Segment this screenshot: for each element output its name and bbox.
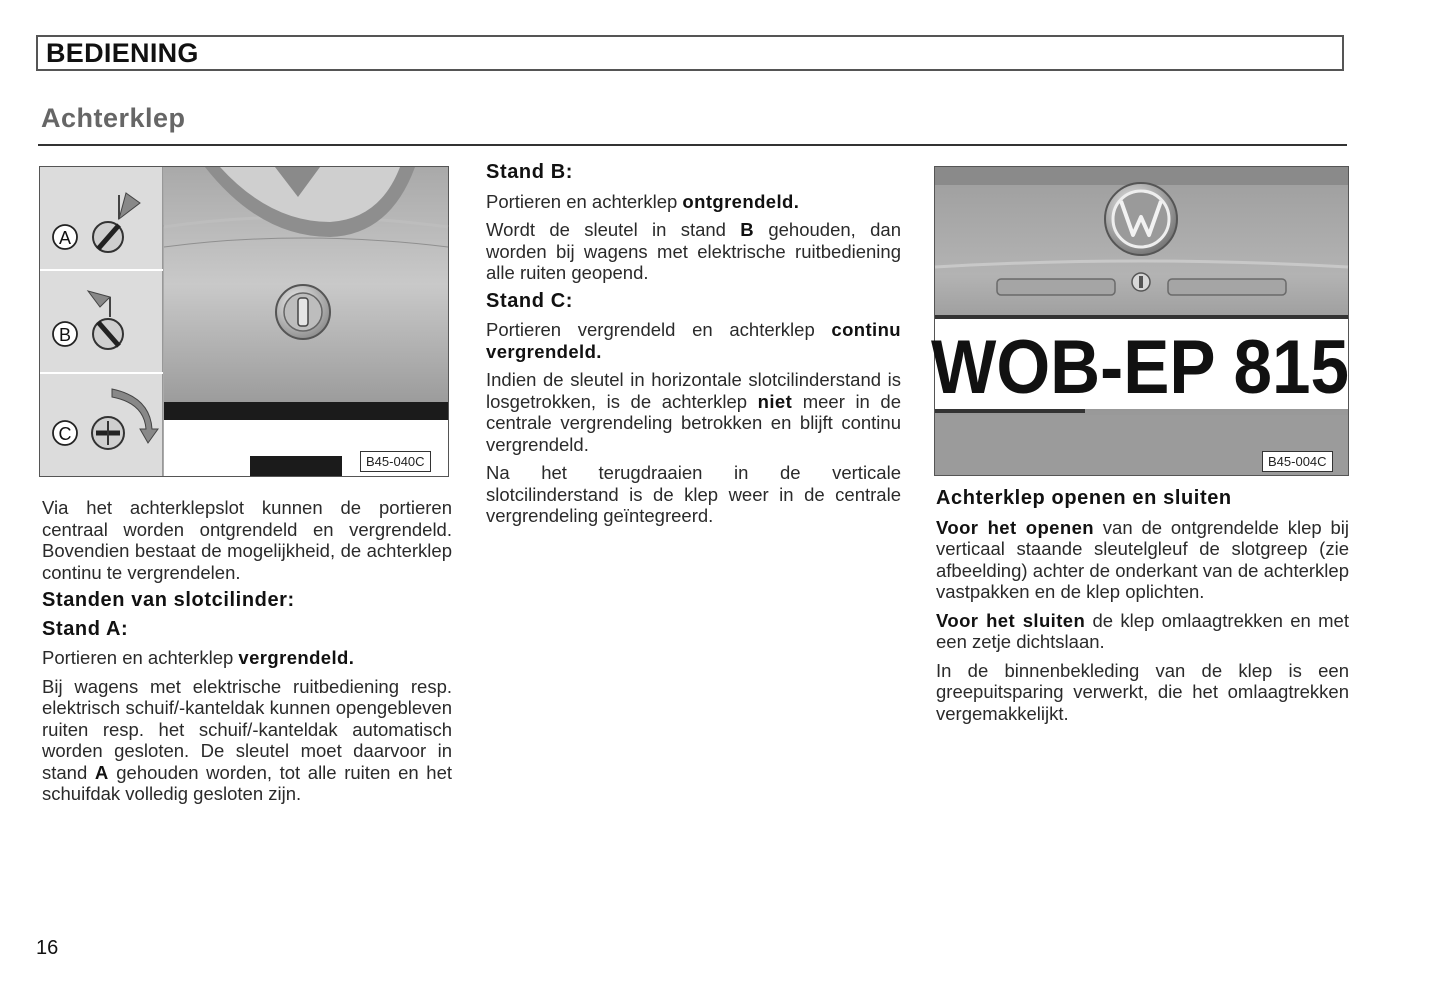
open-paragraph-bold: Voor het openen <box>936 516 1094 538</box>
chapter-header <box>36 35 1344 71</box>
lock-positions-figure <box>39 166 449 477</box>
section-divider <box>38 144 1347 146</box>
heading-standen: Standen van slotcilinder: <box>42 589 295 611</box>
open-paragraph-text: van de ontgrendelde klep bij verticaal staande sleutelgleuf de slotgreep (zie afbeelding) achter de onderkant van de achterklep vastpakken en de klep oplichten. <box>936 516 1350 602</box>
stand-b-text <box>486 191 901 213</box>
handle-paragraph: In de binnenbekleding van de klep is een greepuitsparing verwerkt, die het omlaagtrekken vergemakkelijkt. <box>936 659 1349 724</box>
heading-stand-b: Stand B: <box>486 161 574 183</box>
figure-code: B45-040C <box>360 451 431 472</box>
stand-c-paragraph <box>486 369 901 455</box>
open-paragraph <box>936 517 1349 603</box>
label-a: A <box>58 228 72 248</box>
heading-openen-sluiten: Achterklep openen en sluiten <box>936 487 1232 509</box>
heading-stand-c: Stand C: <box>486 289 574 312</box>
stand-c-paragraph-bold: niet <box>757 390 793 412</box>
label-c: C <box>58 424 72 444</box>
stand-a-text-bold: vergrendeld. <box>238 647 355 668</box>
stand-b-paragraph-pre: Wordt de sleutel in stand <box>486 219 741 240</box>
stand-c-text <box>486 319 901 362</box>
stand-a-paragraph <box>42 676 452 805</box>
stand-b-text-plain: Portieren en achterklep <box>486 190 683 212</box>
stand-b-paragraph-bold: B <box>740 219 755 240</box>
lock-positions-illustration <box>40 167 448 476</box>
license-plate-text: WOB-EP 815 <box>931 325 1349 410</box>
close-paragraph <box>936 610 1349 653</box>
stand-a-paragraph-pre: Bij wagens met elektrische ruitbediening resp. elektrisch schuif/-kanteldak kunnen opengebleven ruiten resp. het schuif/-kanteldak automatisch worden gesloten. De sleutel moet daarvoor in stand <box>42 675 452 783</box>
stand-c-text-plain: Portieren vergrendeld en achterklep <box>486 319 832 340</box>
chapter-title: BEDIENING <box>46 38 199 68</box>
intro-paragraph: Via het achterklepslot kunnen de portieren centraal worden ontgrendeld en vergrendeld. Bovendien bestaat de mogelijkheid, de achterklep continu te vergrendelen. <box>42 497 452 583</box>
close-paragraph-text: de klep omlaagtrekken en met een zetje dichtslaan. <box>936 609 1349 652</box>
column-middle <box>486 162 901 534</box>
close-paragraph-bold: Voor het sluiten <box>936 609 1086 631</box>
stand-c-text-bold: continu vergrendeld. <box>486 319 901 362</box>
stand-b-paragraph-post: gehouden, dan worden bij wagens met elektrische ruitbediening alle ruiten geopend. <box>486 219 901 283</box>
section-title: Achterklep <box>41 103 186 133</box>
page-number: 16 <box>36 937 59 959</box>
column-left <box>42 497 452 812</box>
stand-b-text-bold: ontgrendeld. <box>682 190 800 212</box>
stand-a-text-plain: Portieren en achterklep <box>42 647 239 668</box>
label-b: B <box>58 325 72 345</box>
stand-a-paragraph-bold: A <box>94 761 109 783</box>
stand-b-paragraph <box>486 219 901 284</box>
figure-code-2: B45-004C <box>1262 451 1333 472</box>
stand-c-paragraph-post: meer in de centrale vergrendeling betrokken en blijft continu vergrendeld. <box>486 390 901 455</box>
stand-c-paragraph-2: Na het terugdraaien in de verticale slotcilinderstand is de klep weer in de centrale vergrendeling geïntegreerd. <box>486 462 901 526</box>
column-right <box>936 488 1349 731</box>
stand-c-paragraph-pre: Indien de sleutel in horizontale slotcilinderstand is losgetrokken, is de achterklep <box>486 369 901 412</box>
stand-a-paragraph-post: gehouden worden, tot alle ruiten en het schuifdak volledig gesloten zijn. <box>42 761 452 804</box>
heading-stand-a: Stand A: <box>42 617 129 640</box>
stand-a-text <box>42 647 452 669</box>
tailgate-photo <box>931 167 1349 475</box>
tailgate-photo-figure <box>931 166 1349 476</box>
